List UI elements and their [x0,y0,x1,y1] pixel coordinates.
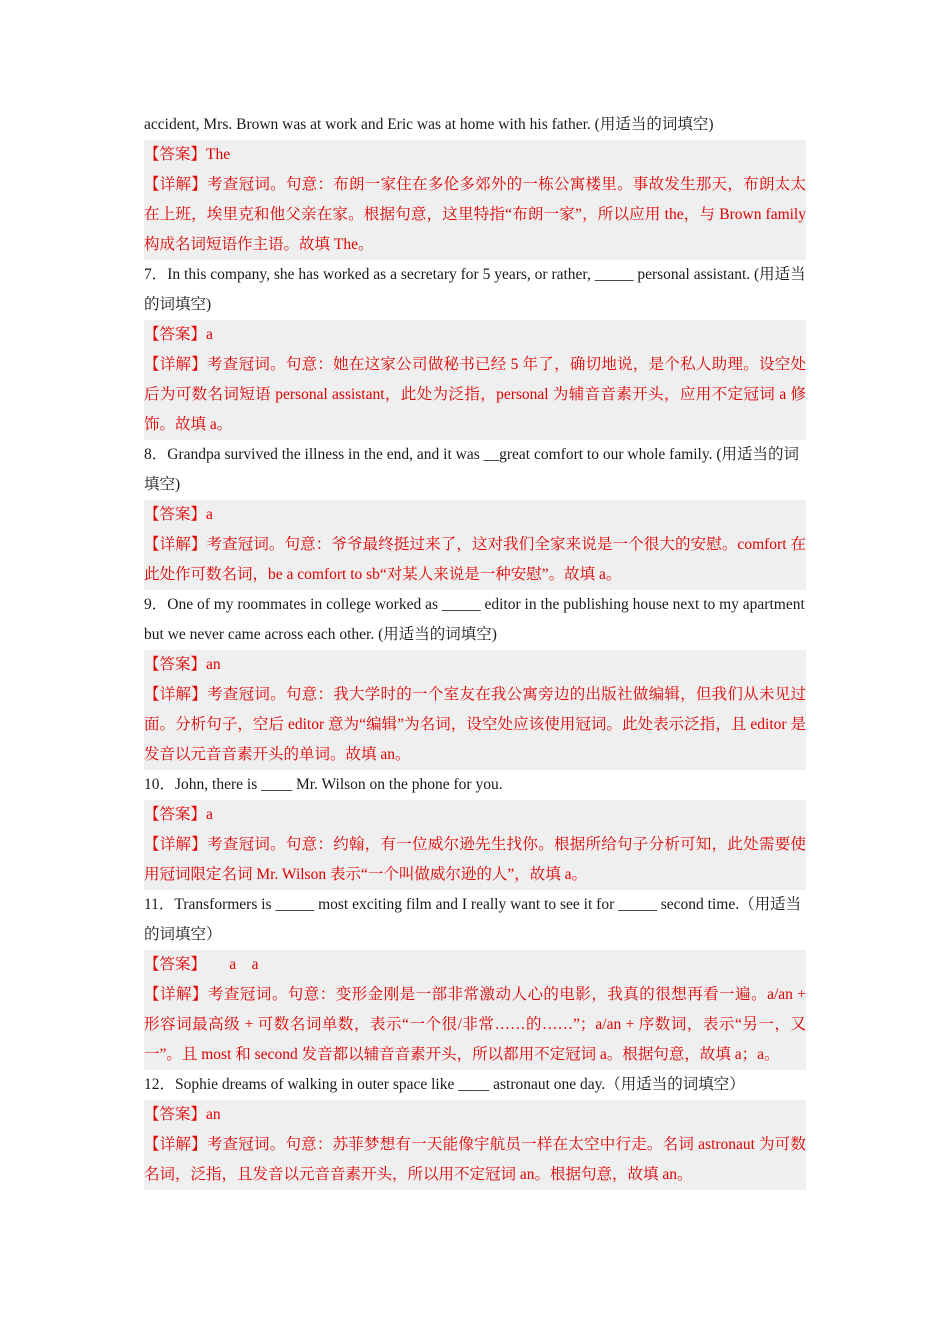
question-9: 9．One of my roommates in college worked as _____ editor in the publishing house next to my apartment but we never came across each other. (用适当的词填空) [144,596,805,643]
answer-line: 【答案】an [144,1100,806,1130]
explanation-block: 【详解】考查冠词。句意：变形金刚是一部非常激动人心的电影，我真的很想再看一遍。a/an + 形容词最高级 + 可数名词单数，表示“一个很/非常……的……”；a/an + 序数词，表示“另一，又一”。且 most 和 second 发音都以辅音音素开头，所以都用不定冠词 a。根据句意，故填 a；a。 [144,980,806,1070]
explanation-block: 【详解】考查冠词。句意：约翰，有一位威尔逊先生找你。根据所给句子分析可知，此处需要使用冠词限定名词 Mr. Wilson 表示“一个叫做威尔逊的人”，故填 a。 [144,830,806,890]
answer-line: 【答案】a [144,800,806,830]
question-11: 11．Transformers is _____ most exciting film and I really want to see it for _____ second time.（用适当的词填空） [144,896,802,943]
question-10: 10．John, there is ____ Mr. Wilson on the phone for you. [144,776,503,793]
intro-line: accident, Mrs. Brown was at work and Eric was at home with his father. (用适当的词填空) [144,116,714,133]
explanation-block: 【详解】考查冠词。句意：苏菲梦想有一天能像宇航员一样在太空中行走。名词 astronaut 为可数名词，泛指，且发音以元音音素开头，所以用不定冠词 an。根据句意，故填 an。 [144,1130,806,1190]
content-column [144,110,806,1190]
explanation-block: 【详解】考查冠词。句意：我大学时的一个室友在我公寓旁边的出版社做编辑，但我们从未见过面。分析句子，空后 editor 意为“编辑”为名词，设空处应该使用冠词。此处表示泛指，且 editor 是发音以元音音素开头的单词。故填 an。 [144,680,806,770]
answer-line: 【答案】a [144,500,806,530]
answer-line: 【答案】The [144,140,806,170]
question-8: 8．Grandpa survived the illness in the end, and it was __great comfort to our whole family. (用适当的词填空) [144,446,800,493]
explanation-block: 【详解】考查冠词。句意：爷爷最终挺过来了，这对我们全家来说是一个很大的安慰。comfort 在此处作可数名词，be a comfort to sb“对某人来说是一种安慰”。故填 a。 [144,530,806,590]
answer-line: 【答案】 a a [144,950,806,980]
explanation-block: 【详解】考查冠词。句意：布朗一家住在多伦多郊外的一栋公寓楼里。事故发生那天，布朗太太在上班，埃里克和他父亲在家。根据句意，这里特指“布朗一家”，所以应用 the，与 Brown family 构成名词短语作主语。故填 The。 [144,170,806,260]
explanation-block: 【详解】考查冠词。句意：她在这家公司做秘书已经 5 年了，确切地说，是个私人助理。设空处后为可数名词短语 personal assistant，此处为泛指，personal 为辅音音素开头，应用不定冠词 a 修饰。故填 a。 [144,350,806,440]
answer-line: 【答案】a [144,320,806,350]
question-7: 7．In this company, she has worked as a secretary for 5 years, or rather, _____ personal assistant. (用适当的词填空) [144,266,806,313]
answer-line: 【答案】an [144,650,806,680]
question-12: 12．Sophie dreams of walking in outer space like ____ astronaut one day.（用适当的词填空） [144,1076,745,1093]
